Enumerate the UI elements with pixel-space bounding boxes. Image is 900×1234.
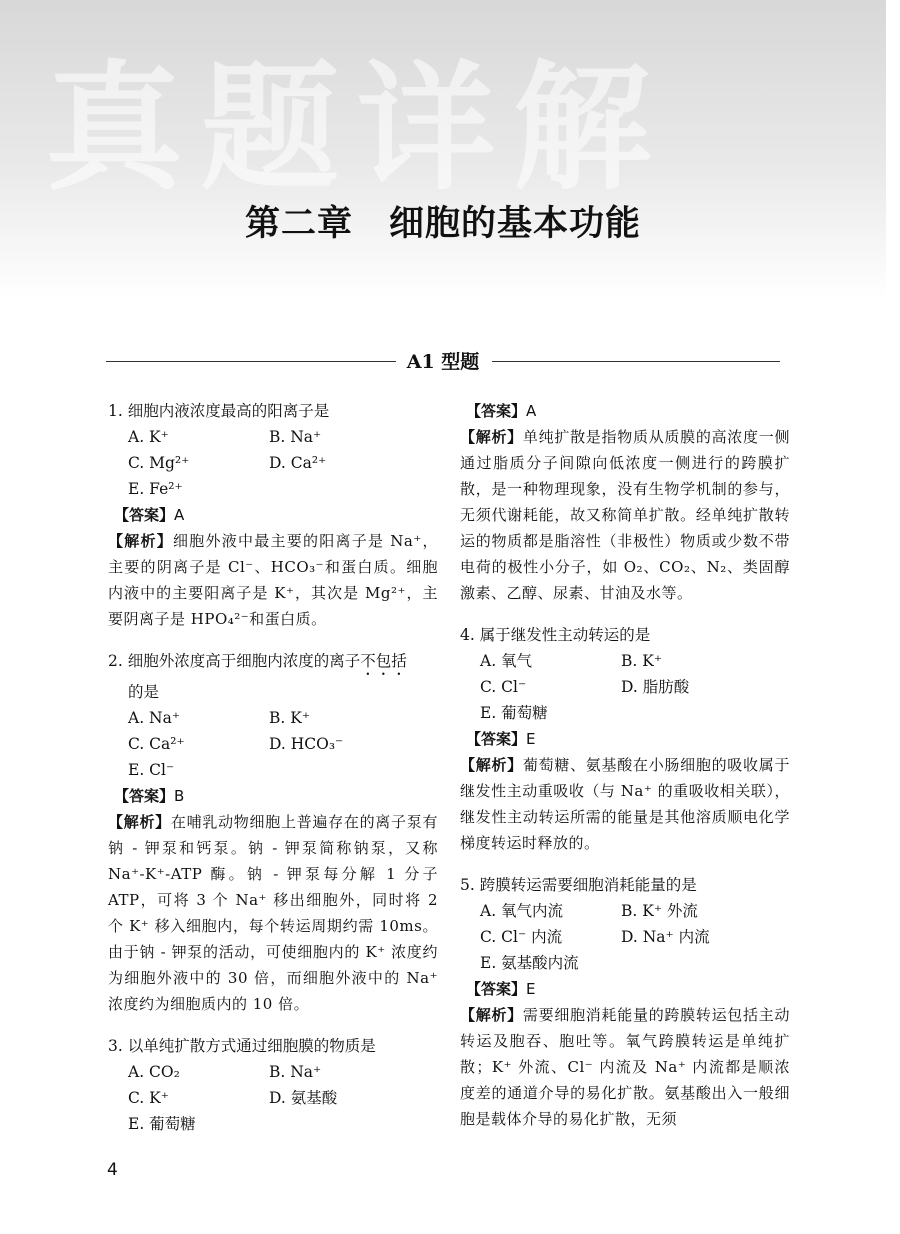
option-c: C. K⁺ xyxy=(128,1089,169,1107)
option-d: D. Ca²⁺ xyxy=(269,454,327,472)
explanation-text: 需要细胞消耗能量的跨膜转运包括主动转运及胞吞、胞吐等。氧气跨膜转运是单纯扩散；K⁺ 外流、Cl⁻ 内流及 Na⁺ 内流都是顺浓度差的通道介导的易化扩散。氨基酸出入一般细胞是载体介导的易化扩散，无须 xyxy=(460,1006,790,1128)
question-stem: 1. 细胞内液浓度最高的阳离子是 xyxy=(108,402,330,420)
stem-part: 2. 细胞外浓度高于细胞内浓度的离子 xyxy=(108,652,361,670)
stem-emphasis: 不包括 xyxy=(360,652,407,670)
explanation xyxy=(460,752,790,856)
option-c: C. Cl⁻ 内流 xyxy=(480,928,563,946)
option-a: A. CO₂ xyxy=(128,1063,180,1081)
option-c: C. Mg²⁺ xyxy=(128,454,190,472)
answer-label: 【答案】 xyxy=(466,980,527,998)
answer-value: B xyxy=(174,787,185,805)
option-e: E. Fe²⁺ xyxy=(128,480,183,498)
explanation-text: 葡萄糖、氨基酸在小肠细胞的吸收属于继发性主动重吸收（与 Na⁺ 的重吸收相关联），继发性主动转运所需的能量是其他溶质顺电化学梯度转运时释放的。 xyxy=(460,756,790,852)
option-a: A. Na⁺ xyxy=(128,709,181,727)
explanation xyxy=(460,1002,790,1132)
answer-label: 【答案】 xyxy=(114,787,175,805)
answer-line xyxy=(460,976,790,1002)
left-column xyxy=(108,398,438,1137)
option-a: A. 氧气 xyxy=(480,652,533,670)
option-e: E. 葡萄糖 xyxy=(480,704,548,722)
answer-line xyxy=(460,398,790,424)
question-stem: 5. 跨膜转运需要细胞消耗能量的是 xyxy=(460,876,697,894)
explanation-label: 【解析】 xyxy=(460,1006,523,1024)
section-divider xyxy=(106,343,780,379)
options xyxy=(108,424,438,502)
chapter-title: 第二章 细胞的基本功能 xyxy=(244,204,641,244)
answer-value: E xyxy=(526,980,536,998)
question-3 xyxy=(108,1033,438,1137)
question-1 xyxy=(108,398,438,632)
right-column xyxy=(460,398,790,1132)
option-e: E. Cl⁻ xyxy=(128,761,175,779)
explanation-label: 【解析】 xyxy=(460,756,523,774)
option-c: C. Cl⁻ xyxy=(480,678,527,696)
header-band xyxy=(0,0,886,300)
option-b: B. Na⁺ xyxy=(269,428,322,446)
option-d: D. 脂肪酸 xyxy=(621,678,690,696)
explanation-text: 单纯扩散是指物质从质膜的高浓度一侧通过脂质分子间隙向低浓度一侧进行的跨膜扩散，是一种物理现象，没有生物学机制的参与，无须代谢耗能，故又称简单扩散。经单纯扩散转运的物质都是脂溶性（非极性）物质或少数不带电荷的极性小分子，如 O₂、CO₂、N₂、类固醇激素、乙醇、尿素、甘油及水等。 xyxy=(460,428,790,602)
option-a: A. K⁺ xyxy=(128,428,169,446)
question-2 xyxy=(108,648,438,1017)
option-b: B. Na⁺ xyxy=(269,1063,322,1081)
answer-label: 【答案】 xyxy=(466,402,527,420)
option-e: E. 葡萄糖 xyxy=(128,1115,196,1133)
answer-label: 【答案】 xyxy=(114,506,175,524)
explanation-label: 【解析】 xyxy=(460,428,523,446)
question-5 xyxy=(460,872,790,1132)
question-stem: 3. 以单纯扩散方式通过细胞膜的物质是 xyxy=(108,1037,376,1055)
option-c: C. Ca²⁺ xyxy=(128,735,185,753)
explanation xyxy=(108,528,438,632)
option-b: B. K⁺ xyxy=(621,652,663,670)
answer-line xyxy=(108,783,438,809)
explanation-label: 【解析】 xyxy=(108,532,173,550)
option-e: E. 氨基酸内流 xyxy=(480,954,579,972)
option-d: D. 氨基酸 xyxy=(269,1089,338,1107)
question-3-answer xyxy=(460,398,790,606)
option-d: D. HCO₃⁻ xyxy=(269,735,344,753)
options xyxy=(460,898,790,976)
question-stem xyxy=(108,648,438,679)
options xyxy=(460,648,790,726)
explanation-text: 在哺乳动物细胞上普遍存在的离子泵有钠 - 钾泵和钙泵。钠 - 钾泵简称钠泵，又称 Na⁺-K⁺-ATP 酶。钠 - 钾泵每分解 1 分子 ATP，可将 3 个 Na⁺ 移出细胞外，同时将 2 个 K⁺ 移入细胞内，每个转运周期约需 10ms。由于钠 - 钾泵的活动，可使细胞内的 K⁺ 浓度约为细胞外液中的 30 倍，而细胞外液中的 Na⁺ 浓度约为细胞质内的 10 倍。 xyxy=(108,813,438,1013)
explanation xyxy=(108,809,438,1017)
option-b: B. K⁺ 外流 xyxy=(621,902,698,920)
answer-value: A xyxy=(526,402,537,420)
answer-line xyxy=(460,726,790,752)
explanation-text: 细胞外液中最主要的阳离子是 Na⁺，主要的阴离子是 Cl⁻、HCO₃⁻和蛋白质。细胞内液中的主要阳离子是 K⁺，其次是 Mg²⁺，主要阴离子是 HPO₄²⁻和蛋白质。 xyxy=(108,532,438,628)
stem-continuation: 的是 xyxy=(128,683,160,701)
page-number: 4 xyxy=(107,1160,118,1180)
answer-value: A xyxy=(174,506,185,524)
question-stem: 4. 属于继发性主动转运的是 xyxy=(460,626,651,644)
option-b: B. K⁺ xyxy=(269,709,311,727)
option-d: D. Na⁺ 内流 xyxy=(621,928,710,946)
answer-value: E xyxy=(526,730,536,748)
watermark-text: 真题详解 xyxy=(45,48,670,209)
answer-label: 【答案】 xyxy=(466,730,527,748)
explanation xyxy=(460,424,790,606)
explanation-label: 【解析】 xyxy=(108,813,171,831)
question-4 xyxy=(460,622,790,856)
options xyxy=(108,705,438,783)
options xyxy=(108,1059,438,1137)
section-title: A1 型题 xyxy=(406,351,480,373)
answer-line xyxy=(108,502,438,528)
option-a: A. 氧气内流 xyxy=(480,902,564,920)
